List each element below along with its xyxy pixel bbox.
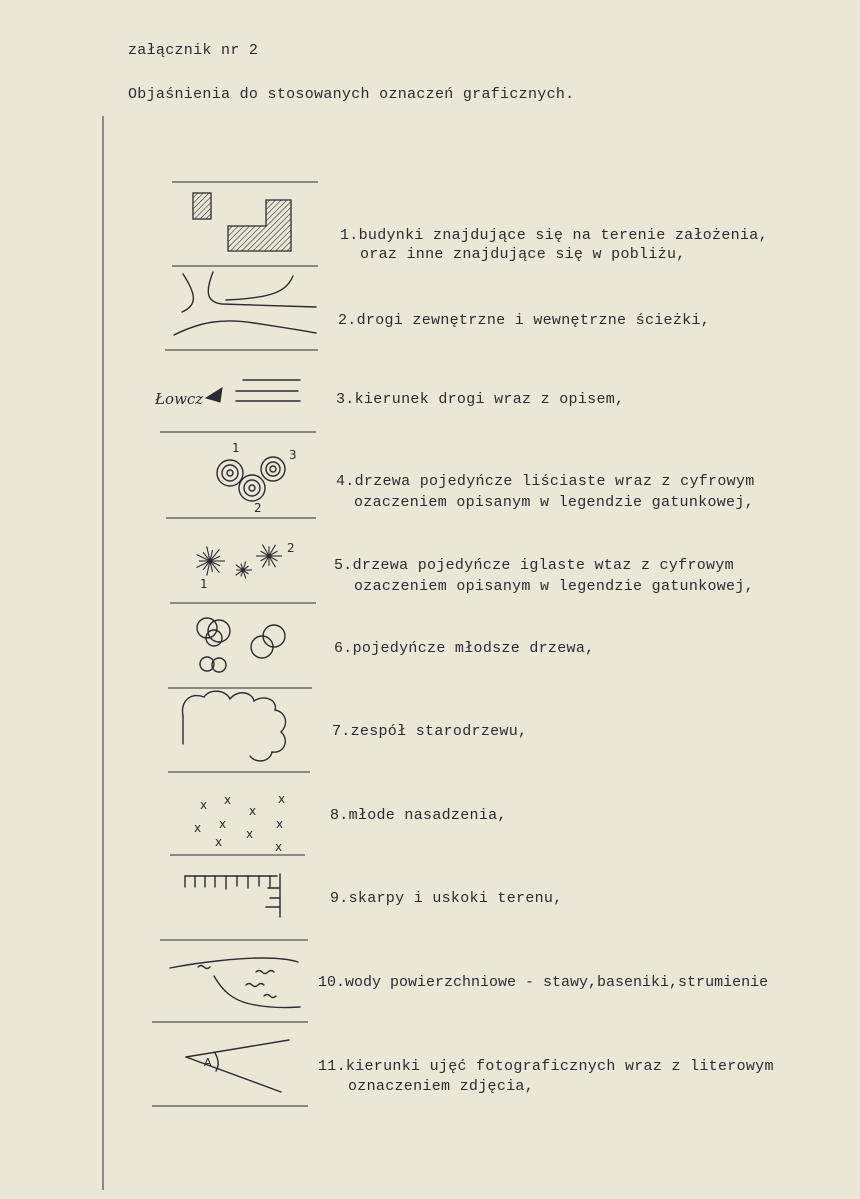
conifer-star-2 [236, 561, 252, 578]
legend-item-5-line1: 5.drzewa pojedyńcze iglaste wtaz z cyfrowym [334, 557, 734, 574]
road-direction-symbol-label: Łowcz [155, 390, 204, 408]
deciduous-marker-3: 3 [289, 448, 297, 462]
svg-text:x: x [215, 835, 223, 849]
conifer-marker-2: 2 [287, 541, 295, 555]
legend-item-11-line1: 11.kierunki ujęć fotograficznych wraz z literowym [318, 1058, 774, 1075]
attachment-label: załącznik nr 2 [128, 42, 259, 59]
buildings-icon [193, 193, 291, 251]
deciduous-trees-icon [217, 457, 285, 501]
legend-item-10: 10.wody powierzchniowe - stawy,baseniki,strumienie [318, 974, 769, 991]
legend-item-5-line2: ozaczeniem opisanym w legendzie gatunkowej, [354, 578, 754, 595]
conifer-star-1 [197, 546, 226, 575]
svg-text:x: x [224, 793, 232, 807]
legend-item-6: 6.pojedyńcze młodsze drzewa, [334, 640, 595, 657]
svg-text:x: x [246, 827, 254, 841]
legend-item-1-line1: 1.budynki znajdujące się na terenie założenia, [340, 227, 768, 244]
legend-item-1-line2: oraz inne znajdujące się w pobliżu, [360, 246, 686, 263]
legend-item-11-line2: oznaczeniem zdjęcia, [348, 1078, 535, 1095]
conifer-marker-1: 1 [200, 577, 208, 591]
legend-item-8: 8.młode nasadzenia, [330, 807, 507, 824]
legend-item-3: 3.kierunek drogi wraz z opisem, [336, 391, 625, 408]
slopes-icon [185, 874, 280, 917]
svg-text:x: x [278, 792, 286, 806]
svg-text:x: x [200, 798, 208, 812]
legend-item-7: 7.zespół starodrzewu, [332, 723, 528, 740]
legend-item-9: 9.skarpy i uskoki terenu, [330, 890, 563, 907]
conifer-trees-icon [197, 545, 283, 579]
legend-item-4-line1: 4.drzewa pojedyńcze liściaste wraz z cyfrowym [336, 473, 755, 490]
svg-text:x: x [194, 821, 202, 835]
road-direction-icon [154, 380, 300, 408]
conifer-star-3 [256, 545, 282, 568]
svg-text:x: x [249, 804, 257, 818]
svg-text:x: x [219, 817, 227, 831]
young-plantings-icon [194, 792, 285, 854]
photo-direction-symbol-label: A [204, 1056, 212, 1069]
old-tree-stand-icon [183, 691, 286, 761]
roads-icon [174, 272, 316, 335]
svg-text:x: x [276, 817, 284, 831]
legend-item-2: 2.drogi zewnętrzne i wewnętrzne ścieżki, [338, 312, 711, 329]
legend-item-4-line2: ozaczeniem opisanym w legendzie gatunkowej, [354, 494, 754, 511]
page-title: Objaśnienia do stosowanych oznaczeń graficznych. [128, 86, 575, 103]
deciduous-marker-1: 1 [232, 441, 240, 455]
svg-text:x: x [275, 840, 283, 854]
photo-direction-icon [186, 1040, 289, 1092]
surface-water-icon [170, 958, 300, 1008]
young-trees-icon [197, 618, 285, 672]
deciduous-marker-2: 2 [254, 501, 262, 515]
